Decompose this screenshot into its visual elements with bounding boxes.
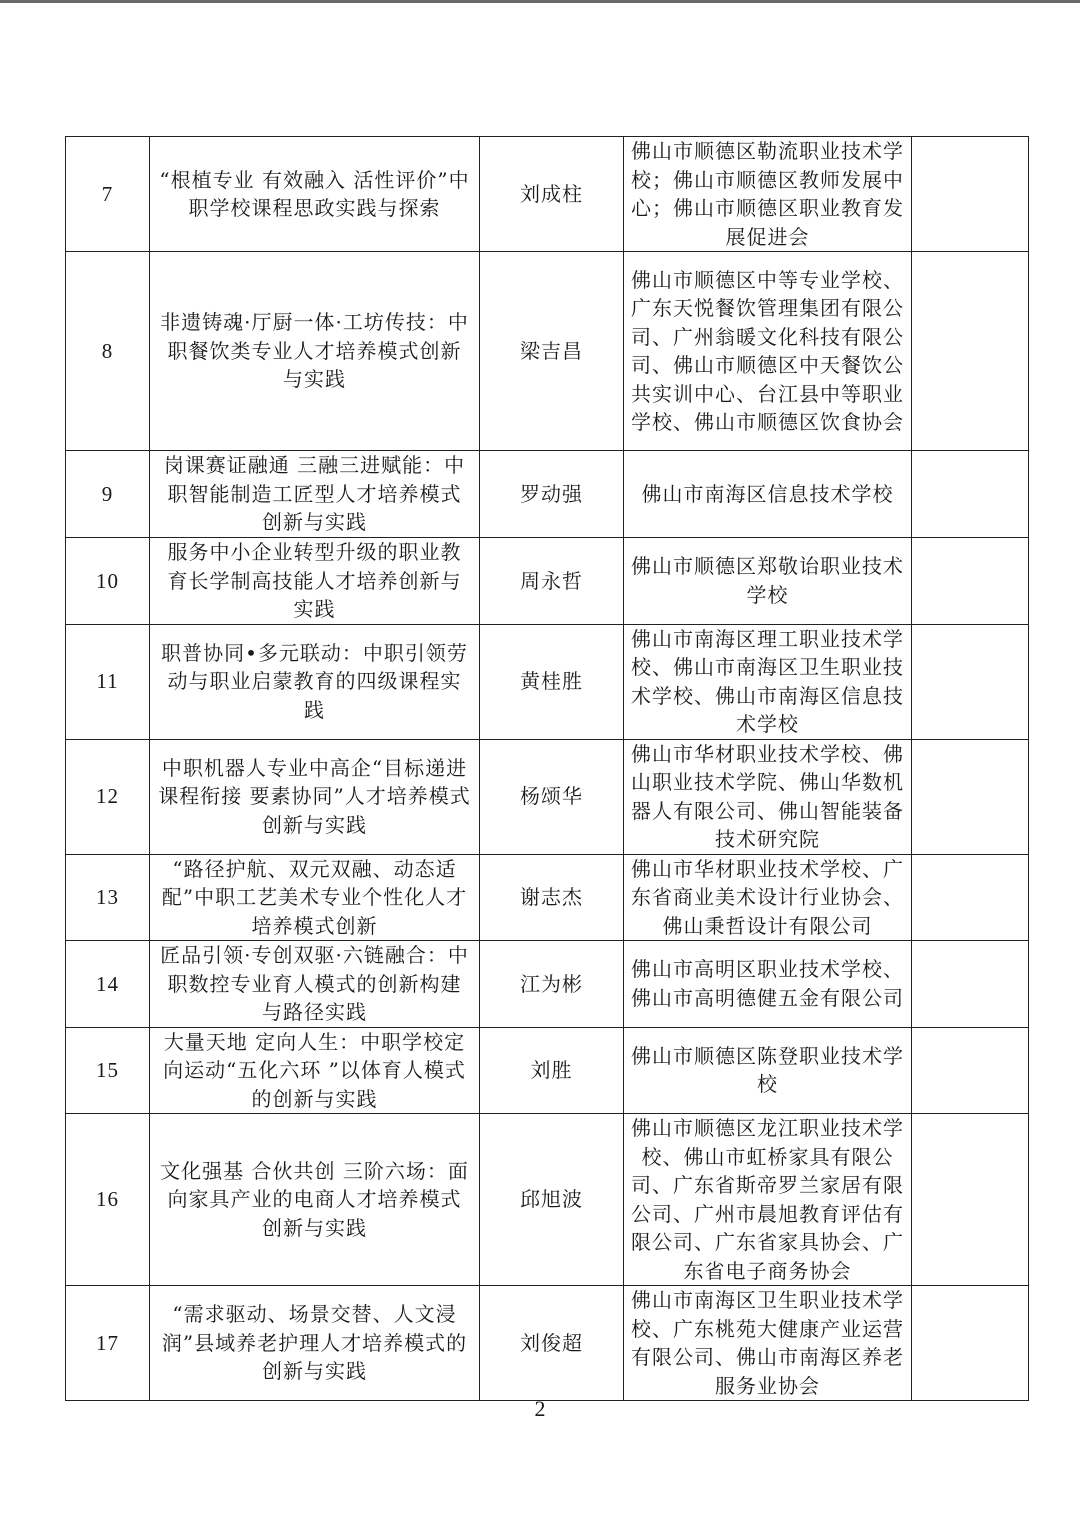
table-row (66, 1027, 1029, 1114)
row-number: 17 (66, 1286, 150, 1401)
leader-name: 梁吉昌 (480, 252, 624, 451)
blank-cell (912, 252, 1029, 451)
table-row (66, 739, 1029, 854)
row-number: 9 (66, 451, 150, 538)
blank-cell (912, 1286, 1029, 1401)
row-number: 13 (66, 854, 150, 941)
leader-name: 刘胜 (480, 1027, 624, 1114)
row-number: 16 (66, 1114, 150, 1286)
achievement-title: 大量天地 定向人生：中职学校定向运动“五化六环 ”以体育人模式的创新与实践 (150, 1027, 480, 1114)
leader-name: 谢志杰 (480, 854, 624, 941)
completing-units: 佛山市华材职业技术学校、佛山职业技术学院、佛山华数机器人有限公司、佛山智能装备技术研究院 (624, 739, 912, 854)
table-row (66, 854, 1029, 941)
achievement-title: “根植专业 有效融入 活性评价”中职学校课程思政实践与探索 (150, 137, 480, 252)
blank-cell (912, 854, 1029, 941)
table-row (66, 1114, 1029, 1286)
achievement-title: 岗课赛证融通 三融三进赋能：中职智能制造工匠型人才培养模式创新与实践 (150, 451, 480, 538)
table-body (66, 137, 1029, 1401)
achievement-title: 服务中小企业转型升级的职业教育长学制高技能人才培养创新与实践 (150, 538, 480, 625)
leader-name: 邱旭波 (480, 1114, 624, 1286)
blank-cell (912, 451, 1029, 538)
completing-units: 佛山市顺德区郑敬诒职业技术学校 (624, 538, 912, 625)
leader-name: 刘俊超 (480, 1286, 624, 1401)
achievement-title: “需求驱动、场景交替、人文浸润”县域养老护理人才培养模式的创新与实践 (150, 1286, 480, 1401)
scan-edge-line (0, 0, 1080, 3)
table-row (66, 1286, 1029, 1401)
table-row (66, 137, 1029, 252)
award-list-table (65, 136, 1029, 1401)
achievement-title: 文化强基 合伙共创 三阶六场：面向家具产业的电商人才培养模式创新与实践 (150, 1114, 480, 1286)
blank-cell (912, 941, 1029, 1028)
achievement-title: 匠品引领·专创双驱·六链融合：中职数控专业育人模式的创新构建与路径实践 (150, 941, 480, 1028)
completing-units: 佛山市顺德区中等专业学校、广东天悦餐饮管理集团有限公司、广州翁暖文化科技有限公司、佛山市顺德区中天餐饮公共实训中心、台江县中等职业学校、佛山市顺德区饮食协会 (624, 252, 912, 451)
row-number: 7 (66, 137, 150, 252)
leader-name: 罗动强 (480, 451, 624, 538)
leader-name: 杨颂华 (480, 739, 624, 854)
blank-cell (912, 1027, 1029, 1114)
achievement-title: 非遗铸魂·厅厨一体·工坊传技：中职餐饮类专业人才培养模式创新与实践 (150, 252, 480, 451)
achievement-title: 中职机器人专业中高企“目标递进课程衔接 要素协同”人才培养模式创新与实践 (150, 739, 480, 854)
blank-cell (912, 1114, 1029, 1286)
row-number: 8 (66, 252, 150, 451)
completing-units: 佛山市顺德区勒流职业技术学校；佛山市顺德区教师发展中心；佛山市顺德区职业教育发展促进会 (624, 137, 912, 252)
completing-units: 佛山市南海区理工职业技术学校、佛山市南海区卫生职业技术学校、佛山市南海区信息技术学校 (624, 624, 912, 739)
page-number: 2 (534, 1396, 546, 1421)
row-number: 14 (66, 941, 150, 1028)
completing-units: 佛山市南海区卫生职业技术学校、广东桃苑大健康产业运营有限公司、佛山市南海区养老服务业协会 (624, 1286, 912, 1401)
table-row (66, 252, 1029, 451)
row-number: 10 (66, 538, 150, 625)
blank-cell (912, 137, 1029, 252)
completing-units: 佛山市华材职业技术学校、广东省商业美术设计行业协会、佛山秉哲设计有限公司 (624, 854, 912, 941)
leader-name: 周永哲 (480, 538, 624, 625)
table-row (66, 538, 1029, 625)
row-number: 11 (66, 624, 150, 739)
leader-name: 江为彬 (480, 941, 624, 1028)
blank-cell (912, 739, 1029, 854)
table-row (66, 624, 1029, 739)
table-row (66, 941, 1029, 1028)
leader-name: 黄桂胜 (480, 624, 624, 739)
achievement-title: 职普协同•多元联动：中职引领劳动与职业启蒙教育的四级课程实践 (150, 624, 480, 739)
completing-units: 佛山市高明区职业技术学校、佛山市高明德健五金有限公司 (624, 941, 912, 1028)
row-number: 15 (66, 1027, 150, 1114)
completing-units: 佛山市顺德区陈登职业技术学校 (624, 1027, 912, 1114)
completing-units: 佛山市南海区信息技术学校 (624, 451, 912, 538)
table-row (66, 451, 1029, 538)
blank-cell (912, 538, 1029, 625)
row-number: 12 (66, 739, 150, 854)
achievement-title: “路径护航、双元双融、动态适配”中职工艺美术专业个性化人才培养模式创新 (150, 854, 480, 941)
leader-name: 刘成柱 (480, 137, 624, 252)
completing-units: 佛山市顺德区龙江职业技术学校、佛山市虹桥家具有限公司、广东省斯帝罗兰家居有限公司、广州市晨旭教育评估有限公司、广东省家具协会、广东省电子商务协会 (624, 1114, 912, 1286)
blank-cell (912, 624, 1029, 739)
